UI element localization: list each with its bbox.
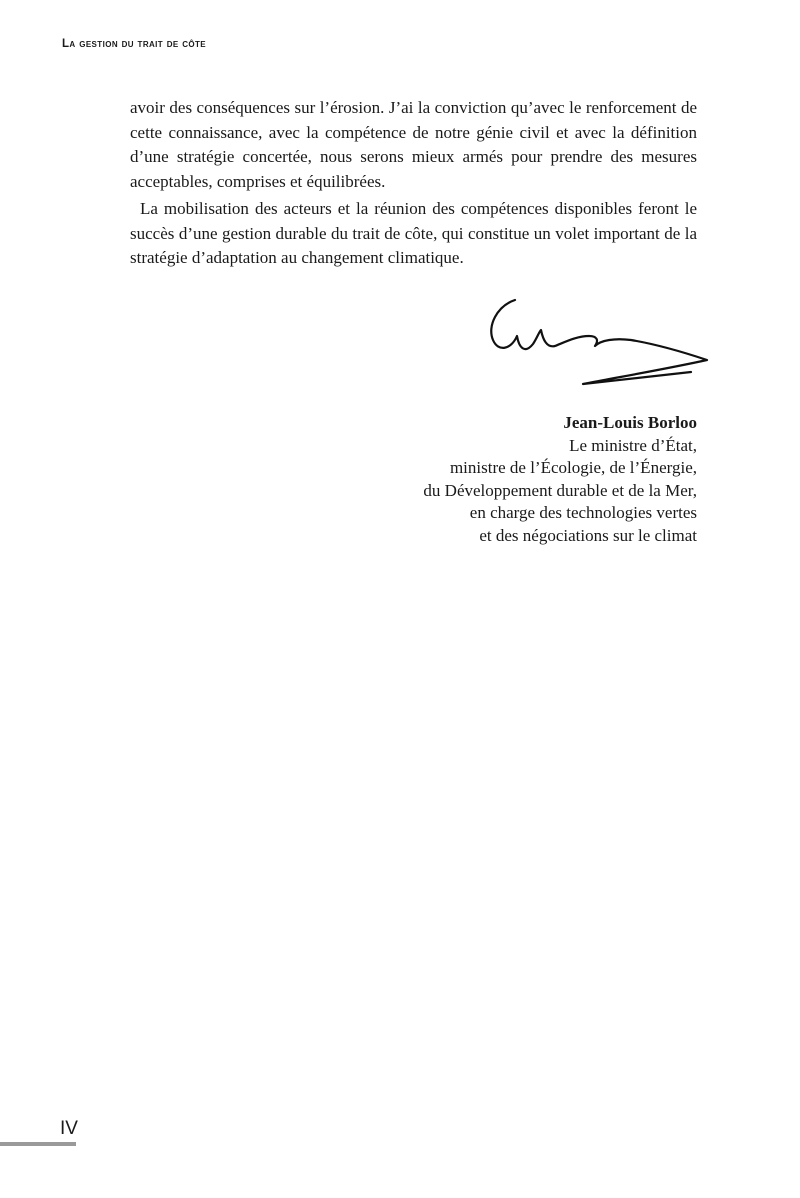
signatory-title-line: Le ministre d’État, [569,435,697,455]
page-number: IV [60,1118,78,1139]
footer-rule [0,1142,76,1146]
paragraph-2: La mobilisation des acteurs et la réunion des compétences disponibles feront le succès d’une gestion durable du trait de côte, qui constitue un volet important de la stratégie d’adaptation au changement climatique. [130,199,697,267]
signatory-title-line: ministre de l’Écologie, de l’Énergie, [449,458,697,477]
running-header: La gestion du trait de côte [62,38,207,50]
signatory-title-line: en charge des technologies vertes [469,503,697,522]
body-text [130,96,697,271]
signatory-title-line: du Développement durable et de la Mer, [423,480,697,500]
signatory-title-line: et des négociations sur le climat [479,525,697,545]
paragraph-1: avoir des conséquences sur l’érosion. J’ai la conviction qu’avec le renforcement de cette connaissance, avec la compétence de notre génie civil et avec la définition d’une stratégie concertée, nous serons mieux armés pour prendre des mesures acceptables, comprises et équilibrées. [130,98,697,191]
signatory-name: Jean-Louis Borloo [563,413,697,432]
handwritten-signature [485,292,715,392]
signature-block [277,412,697,547]
